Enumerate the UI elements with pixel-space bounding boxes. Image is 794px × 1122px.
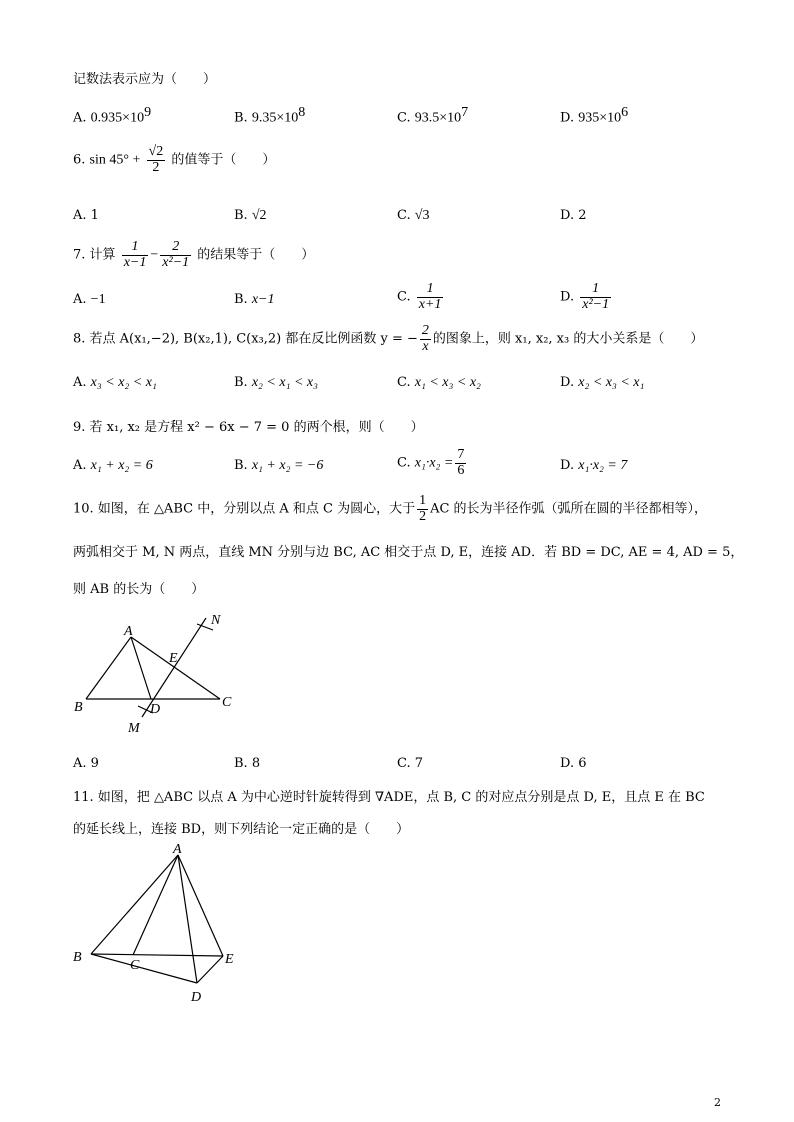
- q11-stem-line2: 的延长线上，连接 BD，则下列结论一定正确的是（ ）: [73, 822, 410, 837]
- q10-option-c: C. 7: [397, 756, 424, 771]
- q8-option-b: B. x₂ < x₁ < x₃: [234, 375, 318, 390]
- q10-option-d: D. 6: [560, 756, 587, 771]
- q10-label-d: D: [150, 702, 161, 717]
- q9-option-d: D. x₁·x₂ = 7: [560, 458, 628, 473]
- q8-stem: 8. 若点 A(x₁,−2), B(x₂,1), C(x₃,2) 都在反比例函数 y = − $\frac{2}{x}$ 的图象上，则 x₁, x₂, x₃ 的大小关系是（ ）: [73, 323, 704, 354]
- q10-label-a: A: [124, 624, 133, 639]
- q8-option-d: D. x₂ < x₃ < x₁: [560, 375, 645, 390]
- q9-option-b: B. x₁ + x₂ = −6: [234, 458, 324, 473]
- page-number: 2: [714, 1096, 721, 1109]
- q5-option-d: D. $935\times 10^6$: [560, 105, 629, 126]
- q11-segment-bd: [91, 954, 197, 983]
- q6-option-c: C. √3: [397, 208, 430, 223]
- q6-option-b: B. √2: [234, 208, 267, 223]
- q10-stem-line2: 两弧相交于 M, N 两点，直线 MN 分别与边 BC, AC 相交于点 D, E，连接 AD．若 BD = DC, AE = 4, AD = 5，: [73, 545, 744, 560]
- q10-segment-ad: [131, 637, 151, 699]
- q7-option-b: B. x−1: [234, 292, 275, 307]
- q5-option-b: B. $9.35\times 10^8$: [234, 105, 306, 126]
- q6-fraction: $\frac{√2}{2}$: [148, 144, 164, 175]
- q10-segment-ac: [131, 637, 220, 699]
- q11-segment-ab: [91, 855, 178, 954]
- q11-segment-ad: [178, 855, 197, 983]
- q6-stem: 6. sin 45° + $\frac{√2}{2}$ 的值等于（ ）: [73, 144, 276, 175]
- q11-segment-de: [197, 956, 223, 983]
- q5-option-c: C. $93.5\times 10^7$: [397, 105, 469, 126]
- q11-segment-ac: [133, 855, 178, 955]
- q11-stem-line1: 11. 如图，把 △ABC 以点 A 为中心逆时针旋转得到 ∇ADE，点 B, C 的对应点分别是点 D, E，且点 E 在 BC: [73, 790, 705, 805]
- q9-stem: 9. 若 x₁, x₂ 是方程 x² − 6x − 7 = 0 的两个根，则（ ）: [73, 420, 424, 435]
- q10-stem-line3: 则 AB 的长为（ ）: [73, 582, 205, 597]
- q7-option-d: D. $\frac{1}{\text{x²−1}}$: [560, 281, 610, 312]
- q11-label-b: B: [73, 950, 82, 965]
- q11-label-d: D: [191, 990, 202, 1005]
- q10-half-fraction: $\frac{1}{2}$: [419, 493, 427, 524]
- q7-option-a: A. −1: [73, 292, 106, 307]
- q10-label-e: E: [169, 651, 178, 666]
- q10-label-b: B: [74, 700, 83, 715]
- q9-option-c: C. x₁·x₂ = $\frac{7}{6}$: [397, 447, 465, 478]
- q6-option-d: D. 2: [560, 208, 587, 223]
- q11-label-a: A: [173, 842, 182, 857]
- q10-figure: [60, 606, 260, 736]
- q10-label-c: C: [222, 695, 232, 710]
- q7-fraction-1: $\frac{1}{x-1}$: [123, 239, 147, 270]
- q8-fraction: $\frac{2}{x}$: [421, 323, 429, 354]
- q5-option-a: A. $0.935\times 10^9$: [73, 105, 152, 126]
- q11-label-e: E: [225, 952, 234, 967]
- q10-stem-line1: 10. 如图，在 △ABC 中，分别以点 A 和点 C 为圆心，大于 $\frac{1}{2}$ AC 的长为半径作弧（弧所在圆的半径都相等），: [73, 493, 708, 524]
- q11-figure: [60, 838, 260, 1008]
- q7-stem: 7. 计算 $\frac{1}{x-1}$ − $\frac{2}{\text{x²−1}}$ 的结果等于（ ）: [73, 239, 315, 270]
- q5-stem: 记数法表示应为（ ）: [73, 72, 217, 87]
- q10-option-b: B. 8: [234, 756, 261, 771]
- q7-option-c: C. $\frac{1}{x+1}$: [397, 281, 442, 312]
- q10-label-m: M: [128, 721, 140, 736]
- q8-option-a: A. x₃ < x₂ < x₁: [73, 375, 157, 390]
- q11-segment-be: [91, 954, 223, 956]
- q8-option-c: C. x₁ < x₃ < x₂: [397, 375, 481, 390]
- q10-segment-ab: [86, 637, 131, 699]
- q11-label-c: C: [130, 958, 140, 973]
- q10-option-a: A. 9: [73, 756, 99, 771]
- q10-label-n: N: [211, 613, 221, 628]
- q7-fraction-2: $\frac{2}{\text{x²−1}}$: [162, 239, 190, 270]
- q9-option-a: A. x₁ + x₂ = 6: [73, 458, 153, 473]
- q11-segment-ae: [178, 855, 223, 956]
- q6-option-a: A. 1: [73, 208, 99, 223]
